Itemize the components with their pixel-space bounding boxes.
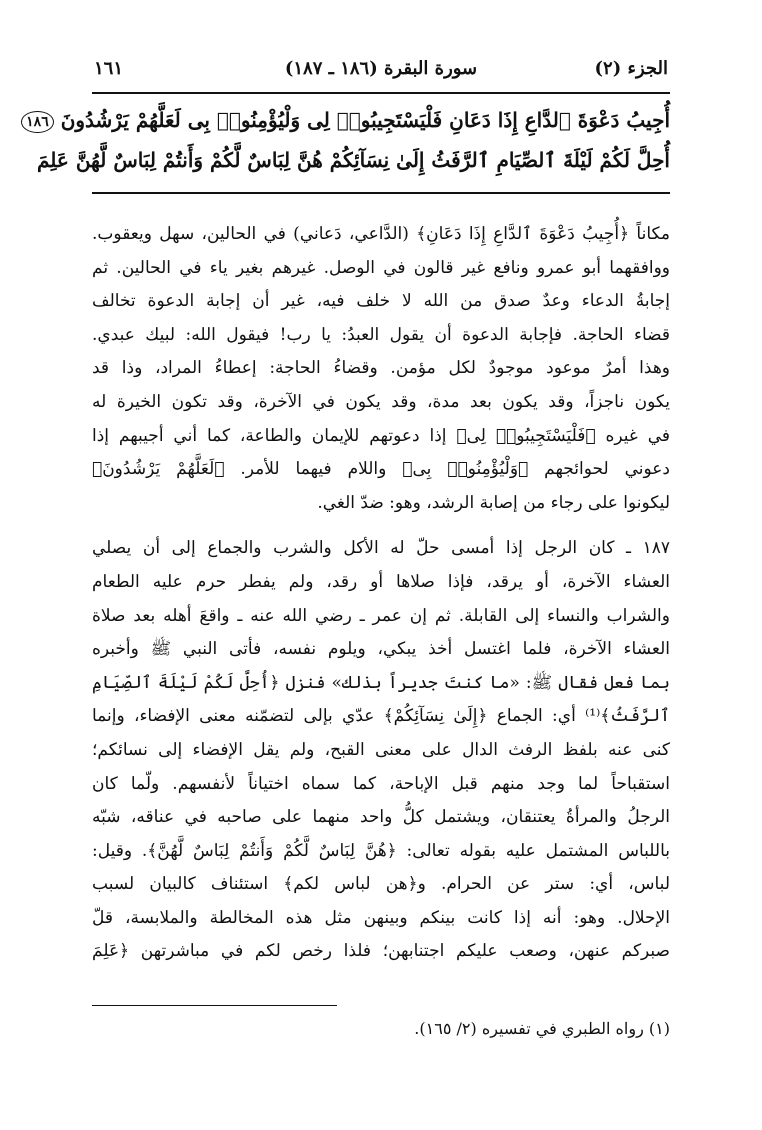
commentary-body: [92, 218, 670, 969]
text-line: إجابةُ الدعاء وعدٌ صدق من الله لا خلف فيه، غير أن إجابة الدعوة تخالف: [92, 291, 670, 312]
page-number: ١٦١: [94, 58, 124, 79]
verse-line: [26, 100, 670, 140]
text-line: دعوني لحوائجهم ﴿وَلْيُؤْمِنُوا۟ بِى﴾ واللام فيهما للأمر. ﴿لَعَلَّهُمْ يَرْشُدُونَ﴾: [92, 459, 670, 480]
text-line: العشاء الآخرة، فلما اغتسل أخذ يبكي، ويلوم نفسه، فأتى النبي ﷺ وأخبره: [92, 639, 670, 660]
text-line: ١٨٧ ـ كان الرجل إذا أمسى حلّ له الأكل والشرب والجماع إلى أن يصلي: [92, 538, 670, 559]
verses-rule: [92, 192, 670, 194]
text-line: لباس، أي: ستر عن الحرام. و﴿هن لباس لكم﴾ استئناف كالبيان لسبب: [92, 874, 670, 895]
quran-verses: [26, 100, 670, 180]
text-line: ليكونوا على رجاء من إصابة الرشد، وهو: ضدّ الغي.: [317, 492, 670, 513]
text-line: والشراب والنساء إلى القابلة. ثم إن عمر ـ رضي الله عنه ـ واقعَ أهله بعد صلاة: [92, 605, 670, 626]
text-line: باللباس المشتمل عليه بقوله تعالى: ﴿هُنَّ لِبَاسٌ لَّكُمْ وَأَنتُمْ لِبَاسٌ لَّهُنَّ﴾. وقيل:: [92, 840, 670, 861]
text-line: ٱلرَّفَثُ﴾⁽¹⁾ أي: الجماع ﴿إِلَىٰ نِسَآئِكُمْ﴾ عدّي بإلى لتضمّنه معنى الإفضاء، وإنما: [92, 706, 670, 727]
header-rule: [92, 92, 670, 94]
text-line: الإحلال. وهو: أنه إذا كانت بينكم وبينهن مثل هذه المخالطة والملابسة، قلّ: [92, 907, 670, 928]
text-line: العشاء الآخرة، أو يرقد، فإذا صلاها أو رقد، ولم يفطر حرم عليه الطعام: [92, 571, 670, 592]
part-label: الجزء (٢): [594, 58, 668, 79]
footnote-rule: [92, 1005, 337, 1006]
text-line: يكون ناجزاً، وقد يكون بعد مدة، وقد يكون في الآخرة، وقد تكون الخيرة له: [92, 391, 670, 412]
text-line: مكاناً ﴿أُجِيبُ دَعْوَةَ ٱلدَّاعِ إِذَا دَعَانِ﴾ (الدَّاعي، دَعاني) في الحالين، سهل ويعقوب.: [92, 224, 670, 244]
surah-title: سورة البقرة (١٨٦ ـ ١٨٧): [284, 58, 478, 79]
page-header: [92, 58, 670, 92]
text-line: كنى عنه بلفظ الرفث الدال على معنى القبح، ولم يقل الإفضاء إلى نسائكم؛: [92, 739, 670, 760]
text-line: الرجلُ والمرأةُ يعتنقان، ويشتمل كلُّ واحد منهما على صاحبه في عناقه، شبّه: [92, 807, 670, 828]
text-line: ووافقهما أبو عمرو ونافع غير قالون في الوصل. غيرهم بغير ياء في الحالين. ثم: [92, 257, 670, 278]
verse-text: أُجِيبُ دَعْوَةَ ٱلدَّاعِ إِذَا دَعَانِ فَلْيَسْتَجِيبُوا۟ لِى وَلْيُؤْمِنُوا۟ بِى لَعَلَّهُمْ يَرْشُدُونَ: [60, 108, 670, 132]
text-line: في غيره ﴿فَلْيَسْتَجِيبُوا۟ لِى﴾ إذا دعوتهم للإيمان والطاعة، كما أني أجيبهم إذا: [92, 425, 670, 446]
text-line: قضاء الحاجة. فإجابة الدعوة أن يقول العبدُ: يا رب! فيقول الله: لبيك عبدي.: [92, 324, 670, 345]
verse-line: أُحِلَّ لَكُمْ لَيْلَةَ ٱلصِّيَامِ ٱلرَّفَثُ إِلَىٰ نِسَآئِكُمْ هُنَّ لِبَاسٌ لَّكُمْ وَأَنتُمْ لِبَاسٌ لَّهُنَّ عَلِمَ: [37, 148, 670, 172]
text-line: صبركم عنهن، وصعب عليكم اجتنابهن؛ فلذا رخص لكم في مباشرتهن ﴿عَلِمَ: [92, 941, 670, 962]
ayah-number: ١٨٦: [21, 111, 54, 133]
text-line: بما فعل فقال ﷺ: «ما كنتَ جديراً بذلك» فنزل ﴿أُحِلَّ لَكُمْ لَيْلَةَ ٱلصِّيَامِ: [92, 672, 670, 693]
text-line: استقباحاً لما وجد منهم قبل الإباحة، كما سماه اختياناً لأنفسهم. ولّما كان: [92, 773, 670, 794]
footnote: (١) رواه الطبري في تفسيره (٢/ ١٦٥).: [414, 1019, 670, 1038]
text-line: وهذا أمرٌ موعود موجودٌ لكل مؤمن. وقضاءُ الحاجة: إعطاءُ المراد، وذا قد: [92, 358, 670, 379]
